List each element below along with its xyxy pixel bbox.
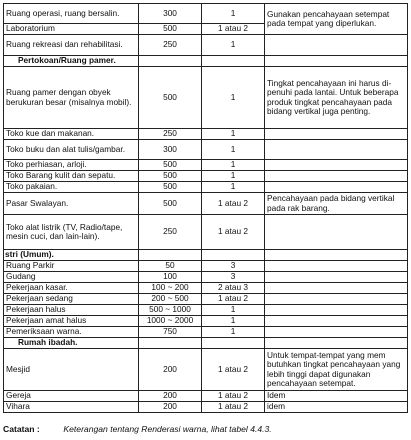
caption-label: Catatan : <box>3 424 40 434</box>
table-row <box>4 272 408 283</box>
lux-cell: 500 <box>139 24 202 35</box>
table-row <box>4 294 408 305</box>
table-body <box>4 4 408 413</box>
table-row <box>4 327 408 338</box>
color-rendering-cell: 1 <box>202 129 265 140</box>
color-rendering-cell: 1 <box>202 4 265 24</box>
table-row <box>4 35 408 56</box>
lux-cell: 500 <box>139 160 202 171</box>
color-rendering-cell: 1 atau 2 <box>202 215 265 250</box>
empty-cell <box>202 56 265 67</box>
lux-cell: 250 <box>139 35 202 56</box>
color-rendering-cell: 1 atau 2 <box>202 193 265 215</box>
room-name-cell: Ruang Parkir <box>4 261 139 272</box>
note-cell <box>265 35 408 56</box>
lux-cell: 200 ~ 500 <box>139 294 202 305</box>
color-rendering-cell: 1 atau 2 <box>202 294 265 305</box>
table-row <box>4 67 408 129</box>
empty-cell <box>265 56 408 67</box>
table-row <box>4 140 408 160</box>
table-row <box>4 305 408 316</box>
lux-cell: 500 <box>139 67 202 129</box>
color-rendering-cell: 1 <box>202 35 265 56</box>
room-name-cell: Pekerjaan sedang <box>4 294 139 305</box>
note-cell <box>265 261 408 272</box>
empty-cell <box>202 250 265 261</box>
note-cell: Pencahayaan pada bidang vertikal pada rak barang. <box>265 193 408 215</box>
note-cell: Tingkat pencahayaan ini harus di-penuhi pada lantai. Untuk beberapa produk tingkat pencahayaan pada bidang vertikal juga penting. <box>265 67 408 129</box>
note-cell: idem <box>265 402 408 413</box>
room-name-cell: Gudang <box>4 272 139 283</box>
room-name-cell: Pemeriksaan warna. <box>4 327 139 338</box>
section-title: Pertokoan/Ruang pamer. <box>4 56 139 67</box>
color-rendering-cell: 3 <box>202 272 265 283</box>
note-cell <box>265 182 408 193</box>
empty-cell <box>265 250 408 261</box>
empty-cell <box>139 56 202 67</box>
lux-cell: 300 <box>139 4 202 24</box>
lux-cell: 250 <box>139 129 202 140</box>
room-name-cell: Pekerjaan kasar. <box>4 283 139 294</box>
room-name-cell: Ruang rekreasi dan rehabilitasi. <box>4 35 139 56</box>
room-name-cell: Vihara <box>4 402 139 413</box>
empty-cell <box>202 338 265 349</box>
lux-cell: 300 <box>139 140 202 160</box>
lux-cell: 750 <box>139 327 202 338</box>
room-name-cell: Pekerjaan halus <box>4 305 139 316</box>
lux-cell: 200 <box>139 349 202 391</box>
room-name-cell: Gereja <box>4 391 139 402</box>
table-row <box>4 316 408 327</box>
note-cell: Untuk tempat-tempat yang mem butuhkan tingkat pencahayaan yang lebih tinggi dapat digunakan pencahayaan setempat. <box>265 349 408 391</box>
color-rendering-cell: 1 <box>202 171 265 182</box>
lux-cell: 500 <box>139 182 202 193</box>
table-row <box>4 349 408 391</box>
table-row <box>4 182 408 193</box>
lux-cell: 500 <box>139 171 202 182</box>
table-row <box>4 261 408 272</box>
note-cell <box>265 129 408 140</box>
section-header-row <box>4 338 408 349</box>
color-rendering-cell: 1 <box>202 67 265 129</box>
lux-cell: 200 <box>139 391 202 402</box>
note-cell <box>265 294 408 305</box>
color-rendering-cell: 2 atau 3 <box>202 283 265 294</box>
table-row <box>4 193 408 215</box>
table-row <box>4 402 408 413</box>
note-cell <box>265 272 408 283</box>
room-name-cell: Toko pakaian. <box>4 182 139 193</box>
lighting-level-table <box>3 3 408 413</box>
note-cell <box>265 316 408 327</box>
section-header-row <box>4 56 408 67</box>
color-rendering-cell: 1 atau 2 <box>202 391 265 402</box>
note-cell <box>265 160 408 171</box>
note-cell: Gunakan pencahayaan setempat pada tempat yang diperlukan. <box>265 4 408 35</box>
room-name-cell: Mesjid <box>4 349 139 391</box>
room-name-cell: Laboratorium <box>4 24 139 35</box>
table-row <box>4 171 408 182</box>
color-rendering-cell: 1 <box>202 305 265 316</box>
lux-cell: 200 <box>139 402 202 413</box>
lux-cell: 500 <box>139 193 202 215</box>
color-rendering-cell: 1 <box>202 182 265 193</box>
color-rendering-cell: 1 <box>202 327 265 338</box>
color-rendering-cell: 1 atau 2 <box>202 402 265 413</box>
lux-cell: 1000 ~ 2000 <box>139 316 202 327</box>
color-rendering-cell: 3 <box>202 261 265 272</box>
room-name-cell: Pekerjaan amat halus <box>4 316 139 327</box>
section-header-row <box>4 250 408 261</box>
lux-cell: 500 ~ 1000 <box>139 305 202 316</box>
lux-cell: 100 ~ 200 <box>139 283 202 294</box>
room-name-cell: Toko perhiasan, arloji. <box>4 160 139 171</box>
color-rendering-cell: 1 <box>202 160 265 171</box>
color-rendering-cell: 1 <box>202 140 265 160</box>
lux-cell: 100 <box>139 272 202 283</box>
table-row <box>4 391 408 402</box>
table-row <box>4 283 408 294</box>
caption-text: Keterangan tentang Renderasi warna, lihat tabel 4.4.3. <box>63 424 272 434</box>
empty-cell <box>139 250 202 261</box>
table-row <box>4 129 408 140</box>
lux-cell: 250 <box>139 215 202 250</box>
room-name-cell: Toko buku dan alat tulis/gambar. <box>4 140 139 160</box>
room-name-cell: Pasar Swalayan. <box>4 193 139 215</box>
empty-cell <box>265 338 408 349</box>
room-name-cell: Toko alat listrik (TV, Radio/tape, mesin cuci, dan lain-lain). <box>4 215 139 250</box>
note-cell <box>265 327 408 338</box>
note-cell <box>265 305 408 316</box>
color-rendering-cell: 1 <box>202 316 265 327</box>
note-cell <box>265 215 408 250</box>
lux-cell: 50 <box>139 261 202 272</box>
room-name-cell: Toko kue dan makanan. <box>4 129 139 140</box>
note-cell <box>265 283 408 294</box>
note-cell <box>265 140 408 160</box>
table-row <box>4 215 408 250</box>
note-cell: Idem <box>265 391 408 402</box>
caption-note <box>3 424 272 434</box>
color-rendering-cell: 1 atau 2 <box>202 349 265 391</box>
section-title: stri (Umum). <box>4 250 139 261</box>
color-rendering-cell: 1 atau 2 <box>202 24 265 35</box>
room-name-cell: Toko Barang kulit dan sepatu. <box>4 171 139 182</box>
table-row <box>4 160 408 171</box>
section-title: Rumah ibadah. <box>4 338 139 349</box>
empty-cell <box>139 338 202 349</box>
note-cell <box>265 171 408 182</box>
room-name-cell: Ruang pamer dengan obyek berukuran besar (misalnya mobil). <box>4 67 139 129</box>
table-row <box>4 4 408 24</box>
room-name-cell: Ruang operasi, ruang bersalin. <box>4 4 139 24</box>
